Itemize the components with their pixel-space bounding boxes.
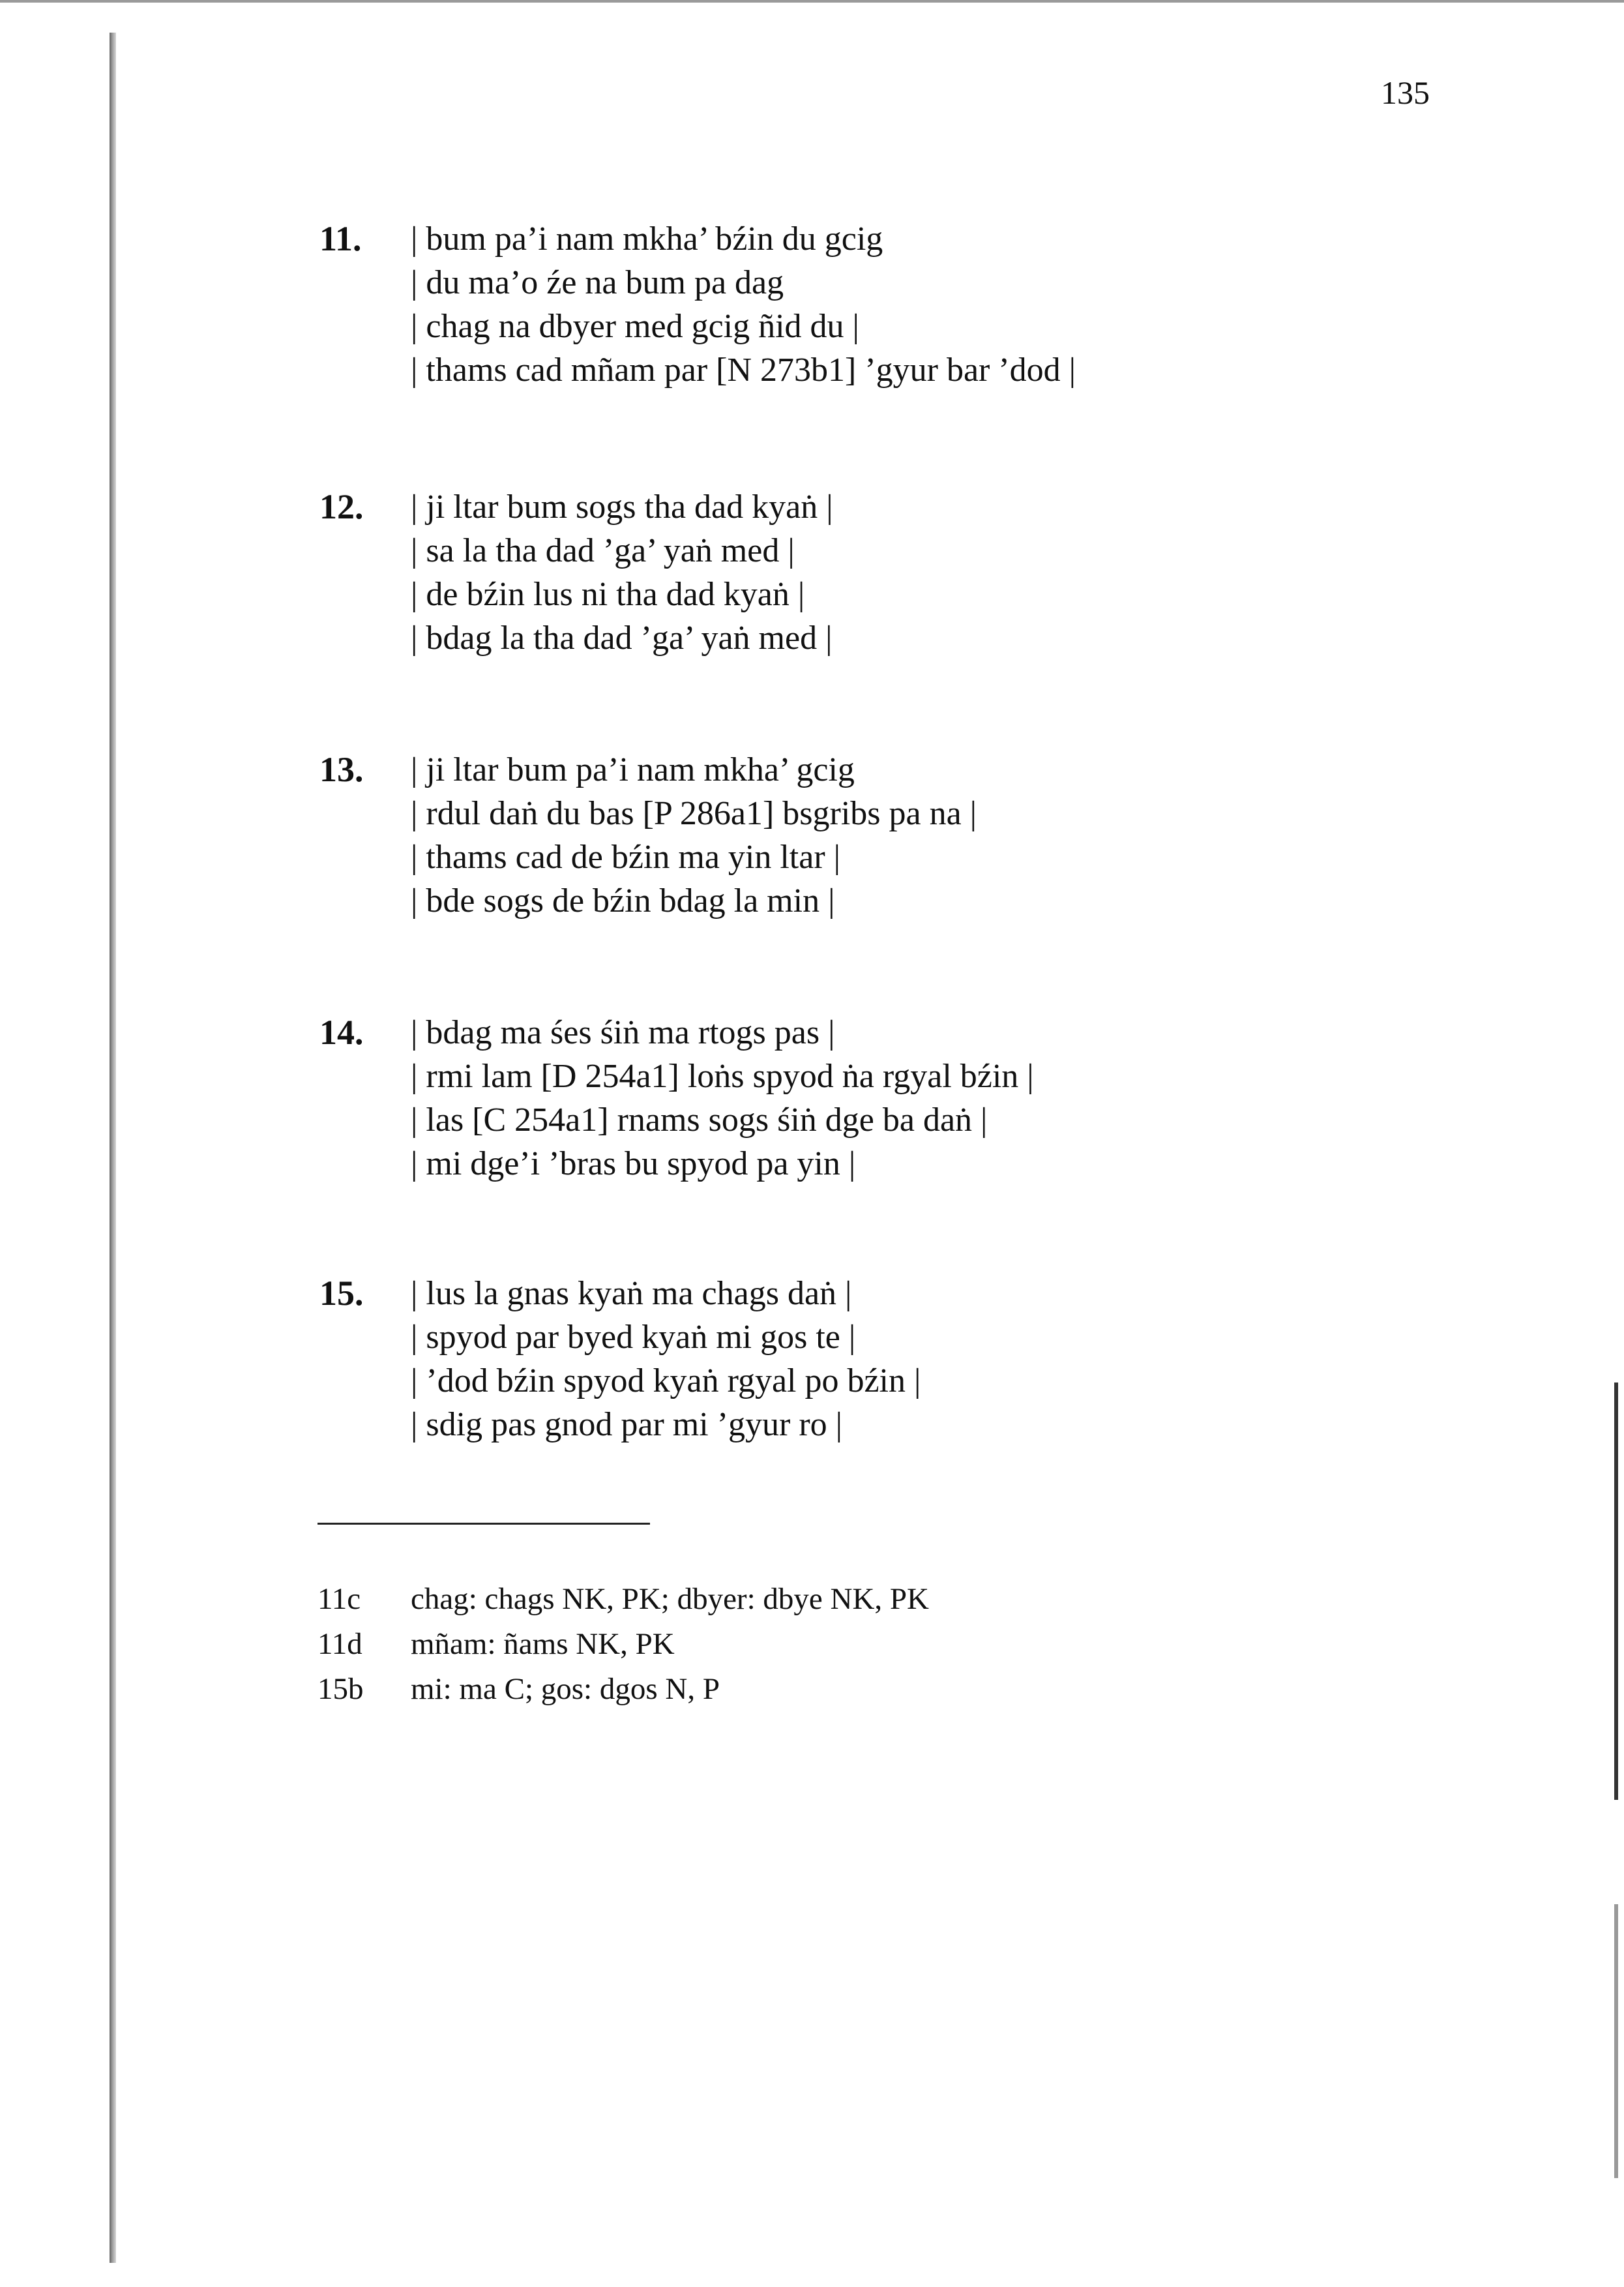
footnote <box>317 1577 1230 1622</box>
verse-line: | bdag ma śes śiṅ ma rtogs pas | <box>411 1014 835 1051</box>
verse-lines <box>411 1272 921 1446</box>
binding-shadow <box>110 33 116 2263</box>
footnotes <box>317 1577 1230 1712</box>
verse-number: 15. <box>319 1274 364 1313</box>
footnote <box>317 1667 1230 1712</box>
footnote-ref: 11c <box>317 1582 361 1616</box>
verse-number: 13. <box>319 750 364 789</box>
footnote-text: mñam: ñams NK, PK <box>411 1627 675 1661</box>
footnote-ref: 15b <box>317 1672 364 1706</box>
footnote <box>317 1622 1230 1667</box>
verse-line: | chag na dbyer med gcig ñid du | <box>411 308 859 345</box>
scan-top-edge <box>0 0 1624 3</box>
verse-lines <box>411 748 977 923</box>
verse-line: | thams cad de bźin ma yin ltar | <box>411 839 841 876</box>
verse-lines <box>411 485 833 660</box>
footnote-text: chag: chags NK, PK; dbyer: dbye NK, PK <box>411 1582 929 1616</box>
verse-line: | rdul daṅ du bas [P 286a1] bsgribs pa na | <box>411 795 977 832</box>
footnote-divider <box>317 1523 650 1525</box>
footnote-ref: 11d <box>317 1627 362 1661</box>
verse-line: | bum pa’i nam mkha’ bźin du gcig <box>411 220 883 258</box>
verse-line: | lus la gnas kyaṅ ma chags daṅ | <box>411 1275 852 1312</box>
verse-line: | sa la tha dad ’ga’ yaṅ med | <box>411 532 795 569</box>
verse-line: | ji ltar bum pa’i nam mkha’ gcig <box>411 751 855 788</box>
verse-number: 11. <box>319 219 362 258</box>
verse-line: | spyod par byed kyaṅ mi gos te | <box>411 1319 856 1356</box>
verse-line: | ’dod bźin spyod kyaṅ rgyal po bźin | <box>411 1362 921 1399</box>
verse-line: | de bźin lus ni tha dad kyaṅ | <box>411 576 805 613</box>
verse-line: | bde sogs de bźin bdag la min | <box>411 882 835 919</box>
verse-lines <box>411 217 1076 392</box>
verse-lines <box>411 1011 1034 1186</box>
scan-edge-mark <box>1614 1383 1618 1800</box>
footnote-text: mi: ma C; gos: dgos N, P <box>411 1672 720 1706</box>
scan-edge-mark <box>1614 1904 1618 2178</box>
verse-line: | thams cad mñam par [N 273b1] ’gyur bar ’dod | <box>411 351 1076 389</box>
verse-number: 12. <box>319 487 364 526</box>
verse-line: | mi dge’i ’bras bu spyod pa yin | <box>411 1145 856 1182</box>
verse-line: | sdig pas gnod par mi ’gyur ro | <box>411 1406 843 1443</box>
verse-line: | ji ltar bum sogs tha dad kyaṅ | <box>411 488 833 526</box>
verse-line: | bdag la tha dad ’ga’ yaṅ med | <box>411 620 833 657</box>
verse-line: | rmi lam [D 254a1] loṅs spyod ṅa rgyal bźin | <box>411 1058 1034 1095</box>
verse-line: | du ma’o źe na bum pa dag <box>411 264 784 301</box>
verse-number: 14. <box>319 1013 364 1052</box>
verse-line: | las [C 254a1] rnams sogs śiṅ dge ba daṅ | <box>411 1101 988 1139</box>
page-number: 135 <box>1381 74 1430 111</box>
